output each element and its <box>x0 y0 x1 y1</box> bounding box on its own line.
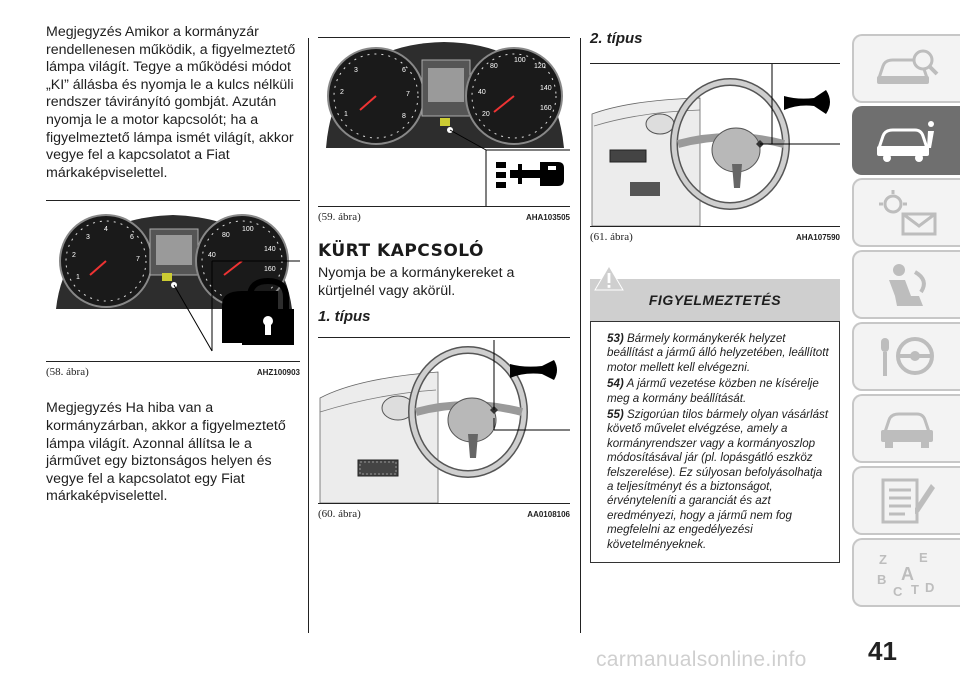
car-info-icon <box>875 118 939 164</box>
figure-58 <box>46 201 300 361</box>
car-search-icon <box>875 46 939 92</box>
warning-block <box>590 279 840 563</box>
index-letters-icon <box>875 548 939 598</box>
side-tab-car-info[interactable] <box>852 106 960 175</box>
instrument-cluster-key-illustration <box>318 38 570 206</box>
svg-text:160: 160 <box>264 266 276 274</box>
figure-59-caption <box>318 211 570 223</box>
figure-61-label: (61. ábra) <box>590 231 633 243</box>
paragraph-steering-lock-fault: Megjegyzés Ha hiba van a kormányzárban, akkor a figyelmeztető lámpa világít. Azonnal állítsa le a járművet egy biztonságos helyen és vegye fel a kapcsolatot egy Fiat márkaképviselettel. <box>46 400 286 505</box>
middle-column <box>318 0 570 520</box>
svg-text:2: 2 <box>340 89 344 96</box>
steering-wheel-horn-type-2-illustration <box>590 64 840 226</box>
side-tab-emergency[interactable] <box>852 394 960 463</box>
subheading-type-2: 2. típus <box>590 30 643 47</box>
paragraph-steering-lock-malfunction: Megjegyzés Amikor a kormányzár rendellenesen működik, a figyelmeztető lámpa világít. Tegye a működési módot „KI” állásba és nyomja le a kulcs nélküli rendszer távirányító gombját. Azután nyomja le a motor kapcsolót; ha a figyelmeztető lámpa ismét világít, akkor vegye fel a kapcsolatot a Fiat márkaképviselettel. <box>46 24 296 181</box>
side-tab-vehicle-knowledge[interactable] <box>852 34 960 103</box>
figure-60-code: AA0108106 <box>527 510 570 520</box>
svg-text:100: 100 <box>514 57 526 64</box>
warning-item-text: Bármely kormánykerék helyzet beállítást a jármű álló helyzetében, leállított motor mellett kell elvégezni. <box>607 332 829 374</box>
caption-rule <box>318 206 570 207</box>
figure-60-caption <box>318 508 570 520</box>
svg-text:2: 2 <box>72 252 76 260</box>
subheading-type-1: 1. típus <box>318 308 371 326</box>
figure-58-code: AHZ100903 <box>256 368 300 378</box>
key-steering-icon <box>875 334 939 380</box>
svg-text:100: 100 <box>242 226 254 234</box>
figure-60-label: (60. ábra) <box>318 508 361 521</box>
figure-61-caption <box>590 231 840 243</box>
svg-text:6: 6 <box>402 67 406 74</box>
svg-text:4: 4 <box>104 226 108 234</box>
warning-item-text: Szigorúan tilos bármely olyan vásárlást követő művelet elvégzése, amely a kormányrendszer vagy a kormányoszlop módosításával jár (pl. lopásgátló eszköz felszerelése). Ez súlyosan befolyásolhatja a teljesítményt és a biztonságot, érvényteleníti a garanciát és azt eredményezi, hogy a jármű nem fog megfelelni az engedélyezési követelményeknek. <box>607 408 829 551</box>
warning-item <box>607 377 831 406</box>
svg-text:8: 8 <box>402 113 406 120</box>
svg-text:1: 1 <box>76 274 80 282</box>
figure-58-caption <box>46 366 300 378</box>
paragraph-horn-instructions: Nyomja be a kormánykereket a kürtjelnél vagy akörül. <box>318 265 515 299</box>
side-tab-maintenance[interactable] <box>852 466 960 535</box>
svg-text:C: C <box>893 583 903 598</box>
airbag-seat-icon <box>875 262 939 308</box>
svg-text:7: 7 <box>136 256 140 264</box>
svg-text:Z: Z <box>879 551 887 567</box>
svg-text:40: 40 <box>478 89 486 96</box>
watermark: carmanualsonline.info <box>596 648 807 671</box>
left-column <box>46 0 300 506</box>
caption-rule <box>590 226 840 227</box>
svg-text:140: 140 <box>540 85 552 92</box>
maintenance-list-icon <box>875 478 939 524</box>
caption-rule <box>46 361 300 362</box>
svg-text:120: 120 <box>534 63 546 70</box>
page-number: 41 <box>868 636 897 666</box>
warning-item-text: A jármű vezetése közben ne kísérelje meg a kormány beállítását. <box>607 377 819 405</box>
lights-message-icon <box>875 190 939 236</box>
caption-rule <box>318 503 570 504</box>
key-warning-icon <box>496 162 564 188</box>
figure-58-label: (58. ábra) <box>46 366 89 379</box>
svg-text:7: 7 <box>406 91 410 98</box>
warning-item <box>607 332 831 375</box>
warning-title: FIGYELMEZTETÉS <box>648 292 782 308</box>
side-tab-index[interactable] <box>852 538 960 607</box>
svg-text:20: 20 <box>482 111 490 118</box>
side-tab-safety[interactable] <box>852 250 960 319</box>
warning-header <box>590 279 840 321</box>
side-tab-starting-driving[interactable] <box>852 322 960 391</box>
column-divider-2 <box>580 38 581 633</box>
figure-59 <box>318 38 570 206</box>
warning-item-number: 54) <box>607 377 624 391</box>
column-divider-1 <box>308 38 309 633</box>
warning-item <box>607 408 831 552</box>
svg-text:3: 3 <box>354 67 358 74</box>
svg-text:3: 3 <box>86 234 90 242</box>
right-column <box>590 0 840 563</box>
side-tab-lights-messages[interactable] <box>852 178 960 247</box>
steering-wheel-horn-type-1-illustration <box>318 338 570 503</box>
section-title-horn-switch: KÜRT KAPCSOLÓ <box>318 241 484 261</box>
horn-icon <box>784 90 830 114</box>
svg-text:T: T <box>911 581 919 597</box>
warning-item-number: 55) <box>607 408 624 422</box>
warning-triangle-icon <box>594 265 624 291</box>
car-front-icon <box>875 406 939 452</box>
warning-body <box>590 321 840 563</box>
svg-text:6: 6 <box>130 234 134 242</box>
warning-item-number: 53) <box>607 332 624 345</box>
figure-59-label: (59. ábra) <box>318 211 361 223</box>
svg-text:D: D <box>925 579 935 595</box>
figure-59-code: AHA103505 <box>525 213 570 222</box>
svg-text:140: 140 <box>264 246 276 254</box>
svg-text:80: 80 <box>490 63 498 70</box>
figure-60 <box>318 338 570 503</box>
svg-text:80: 80 <box>222 232 230 240</box>
instrument-cluster-illustration <box>46 201 300 361</box>
svg-text:A: A <box>901 563 914 584</box>
svg-text:B: B <box>877 571 887 587</box>
svg-text:160: 160 <box>540 105 552 112</box>
svg-text:1: 1 <box>344 111 348 118</box>
svg-text:40: 40 <box>208 252 216 260</box>
figure-61 <box>590 64 840 226</box>
svg-text:E: E <box>919 549 928 565</box>
figure-61-code: AHA107590 <box>795 233 840 242</box>
